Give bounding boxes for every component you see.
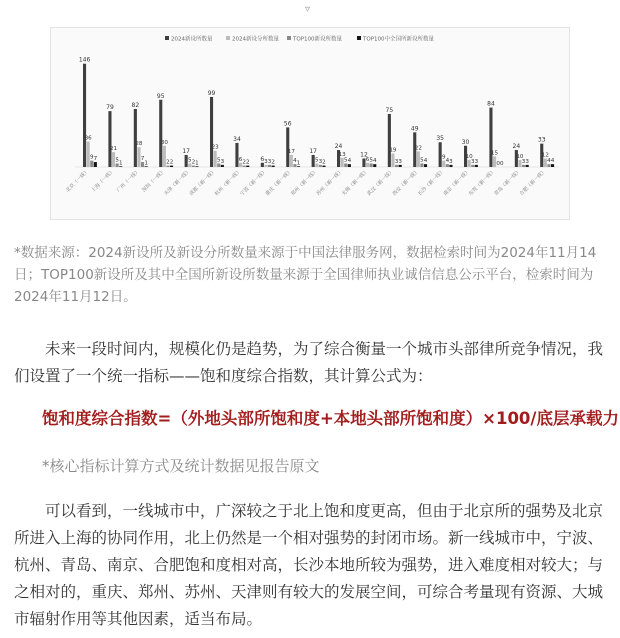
data-label-3-3: 2: [169, 159, 174, 166]
data-label-10-0: 24: [334, 143, 343, 151]
data-label-8-0: 56: [283, 120, 292, 128]
data-label-17-2: 3: [521, 158, 526, 165]
bar-7-1: [264, 165, 267, 167]
x-tick-label-9: 郑州（新一线）: [290, 168, 320, 198]
legend-swatch-1: [226, 36, 230, 40]
x-tick-label-3: 深圳（一线）: [141, 168, 167, 194]
bar-4-3: [195, 166, 198, 167]
x-tick-label-2: 广州（一线）: [115, 168, 142, 194]
data-label-8-2: 4: [293, 158, 297, 165]
bar-12-2: [395, 165, 398, 167]
data-label-1-2: 5: [115, 157, 119, 164]
data-label-0-3: 7: [93, 156, 98, 163]
data-label-9-0: 17: [309, 147, 317, 155]
data-label-15-1: 10: [465, 153, 473, 160]
bar-12-0: [388, 114, 391, 167]
data-label-17-3: 3: [525, 158, 529, 165]
bar-2-0: [134, 109, 137, 167]
bar-chart-svg: [51, 28, 569, 219]
bar-0-0: [83, 64, 86, 167]
x-tick-label-16: 东莞（新一线）: [467, 168, 497, 198]
bar-15-2: [471, 165, 474, 167]
x-tick-label-15: 南京（新一线）: [442, 168, 472, 198]
bar-10-3: [348, 164, 351, 167]
bar-14-3: [449, 165, 452, 167]
bar-1-0: [108, 111, 111, 167]
data-label-3-1: 30: [160, 139, 168, 146]
data-label-11-0: 12: [360, 151, 368, 159]
bar-6-3: [246, 166, 249, 167]
data-label-0-0: 146: [78, 56, 91, 64]
data-label-8-1: 17: [287, 148, 295, 155]
bar-2-3: [145, 166, 148, 167]
data-label-16-1: 15: [490, 150, 499, 157]
x-tick-label-4: 天津（新一线）: [163, 168, 193, 198]
x-tick-label-13: 西安（新一线）: [391, 168, 421, 198]
data-label-4-2: 2: [191, 159, 196, 166]
data-label-3-2: 2: [166, 159, 170, 166]
data-label-6-0: 34: [233, 135, 241, 143]
bar-17-2: [522, 165, 525, 167]
bar-8-0: [286, 127, 289, 167]
data-label-5-0: 99: [207, 89, 216, 97]
x-tick-label-14: 长沙（新一线）: [417, 168, 447, 198]
data-label-1-3: 1: [118, 160, 123, 167]
bar-8-3: [297, 166, 300, 167]
paragraph-analysis-text: 可以看到，一线城市中，广深较之于北上饱和度更高，但由于北京所的强势及北京所进入上海的协同作用，北上仍然是一个相对强势的封闭市场。新一线城市中，宁波、杭州、青岛、南京、合肥饱和度相对高，长沙本地所较为强势，进入难度相对较大；与之相对的，重庆、郑州、苏州、天津则有较大的发展空间，可综合考量现有资源、大城市辐射作用等其他因素，适当布局。: [14, 502, 604, 628]
data-label-2-1: 28: [135, 141, 143, 148]
bar-0-3: [94, 162, 97, 167]
bar-11-3: [373, 164, 376, 167]
paragraph-scale-trend-text: 未来一段时间内，规模化仍是趋势，为了综合衡量一个城市头部律所竞争情况，我们设置了一个统一指标——饱和度综合指数，其计算公式为：: [14, 340, 604, 385]
legend-label-3: TOP100中全国所新设所数量: [363, 36, 435, 43]
bar-chart: [50, 27, 570, 220]
data-label-17-1: 10: [516, 153, 524, 160]
bar-3-0: [159, 100, 162, 167]
data-label-13-1: 22: [414, 145, 422, 152]
data-label-7-1: 3: [264, 158, 268, 165]
legend-label-2: TOP100新设所数量: [293, 36, 343, 43]
x-tick-label-11: 无锡（新一线）: [340, 168, 370, 198]
x-tick-label-18: 合肥（新一线）: [518, 168, 548, 198]
data-label-4-1: 5: [187, 157, 192, 164]
data-label-7-3: 2: [271, 159, 275, 166]
bar-9-3: [322, 166, 325, 167]
data-label-6-2: 2: [242, 159, 246, 166]
data-label-18-1: 12: [541, 152, 549, 159]
data-label-18-2: 4: [547, 158, 551, 165]
bar-7-3: [272, 166, 275, 167]
data-label-18-0: 33: [537, 136, 546, 144]
data-label-1-1: 21: [109, 146, 118, 153]
data-label-5-1: 23: [211, 144, 219, 151]
data-label-8-3: 1: [296, 160, 301, 167]
data-label-9-2: 3: [318, 158, 323, 165]
data-label-2-0: 82: [131, 101, 140, 109]
data-label-11-1: 6: [365, 156, 370, 163]
bar-6-0: [235, 143, 238, 167]
data-label-6-3: 2: [245, 159, 250, 166]
data-label-4-0: 17: [182, 147, 190, 155]
data-label-11-3: 4: [372, 158, 377, 165]
bar-18-2: [547, 164, 550, 167]
data-label-15-2: 3: [470, 158, 475, 165]
bar-5-0: [210, 97, 213, 167]
data-label-12-3: 3: [398, 158, 402, 165]
data-label-7-2: 3: [267, 158, 272, 165]
x-tick-label-17: 青岛（新一线）: [493, 168, 523, 198]
x-tick-label-7: 宁波（新一线）: [239, 168, 269, 198]
bar-12-3: [399, 165, 402, 167]
bar-18-3: [551, 164, 554, 167]
data-label-5-2: 5: [216, 157, 221, 164]
bar-3-3: [170, 166, 173, 167]
data-label-7-0: 6: [260, 155, 265, 163]
data-label-1-0: 79: [106, 104, 114, 112]
data-label-14-2: 4: [445, 158, 450, 165]
legend-swatch-2: [287, 36, 291, 40]
data-label-10-3: 4: [347, 158, 352, 165]
x-tick-label-8: 重庆（新一线）: [264, 168, 294, 198]
bar-15-3: [475, 165, 478, 167]
paragraph-analysis: [14, 498, 610, 633]
data-label-3-0: 95: [156, 92, 165, 100]
data-label-10-2: 5: [343, 157, 348, 164]
data-label-9-1: 5: [314, 157, 319, 164]
data-label-14-3: 3: [449, 158, 453, 165]
bar-16-0: [489, 108, 492, 167]
paragraph-scale-trend: [14, 336, 610, 390]
data-label-12-1: 19: [389, 147, 397, 154]
data-label-14-0: 35: [436, 135, 444, 143]
data-label-6-1: 6: [238, 156, 243, 163]
data-label-13-0: 49: [410, 125, 419, 133]
data-label-12-2: 3: [394, 158, 399, 165]
bar-6-2: [243, 166, 246, 167]
data-label-2-2: 7: [140, 156, 145, 163]
x-tick-label-10: 苏州（新一线）: [315, 168, 345, 198]
data-label-13-3: 4: [423, 158, 428, 165]
legend-label-1: 2024新设分所数量: [232, 36, 279, 43]
data-label-14-1: 9: [441, 154, 446, 161]
collapse-marker-icon: ▿: [305, 4, 311, 15]
data-source-note: *数据来源：2024新设所及新设分所数量来源于中国法律服务网，数据检索时间为2024年11月14日；TOP100新设所及其中全国所新设所数量来源于全国律师执业诚信信息公示平台，检索时间为2024年11月12日。: [14, 245, 597, 305]
data-label-16-2: 0: [496, 161, 500, 167]
x-tick-label-1: 上海（一线）: [90, 168, 116, 194]
data-label-0-1: 36: [84, 135, 92, 142]
bar-3-2: [166, 166, 169, 167]
bar-13-3: [424, 164, 427, 167]
data-label-15-3: 3: [474, 158, 479, 165]
data-label-2-3: 1: [144, 160, 148, 167]
bar-1-3: [119, 166, 122, 167]
data-label-15-0: 30: [461, 138, 470, 146]
data-label-5-3: 3: [220, 158, 225, 165]
data-label-13-2: 5: [420, 157, 424, 164]
core-indicator-note: *核心指标计算方式及统计数据见报告原文: [42, 457, 320, 475]
bar-5-3: [221, 165, 224, 167]
data-label-16-3: 0: [499, 161, 504, 167]
legend-swatch-0: [165, 36, 169, 40]
data-label-16-0: 84: [487, 100, 495, 108]
data-label-12-0: 75: [385, 106, 394, 114]
saturation-formula: 饱和度综合指数=（外地头部所饱和度+本地头部所饱和度）×100/底层承载力: [42, 409, 619, 428]
x-tick-label-6: 杭州（新一线）: [213, 168, 243, 198]
data-label-11-2: 5: [369, 157, 373, 164]
bar-17-3: [526, 165, 529, 167]
x-tick-label-5: 成都（新一线）: [188, 168, 218, 198]
data-label-9-3: 2: [322, 159, 326, 166]
x-tick-label-12: 武汉（新一线）: [366, 168, 396, 198]
data-label-17-0: 24: [512, 143, 521, 151]
legend-label-0: 2024新设所数量: [171, 36, 213, 43]
data-label-18-3: 4: [550, 158, 555, 165]
x-tick-label-0: 北京（一线）: [64, 168, 91, 194]
data-label-10-1: 13: [338, 151, 346, 158]
data-label-0-2: 9: [89, 154, 94, 161]
legend-swatch-3: [357, 36, 361, 40]
data-label-4-3: 1: [195, 160, 199, 167]
